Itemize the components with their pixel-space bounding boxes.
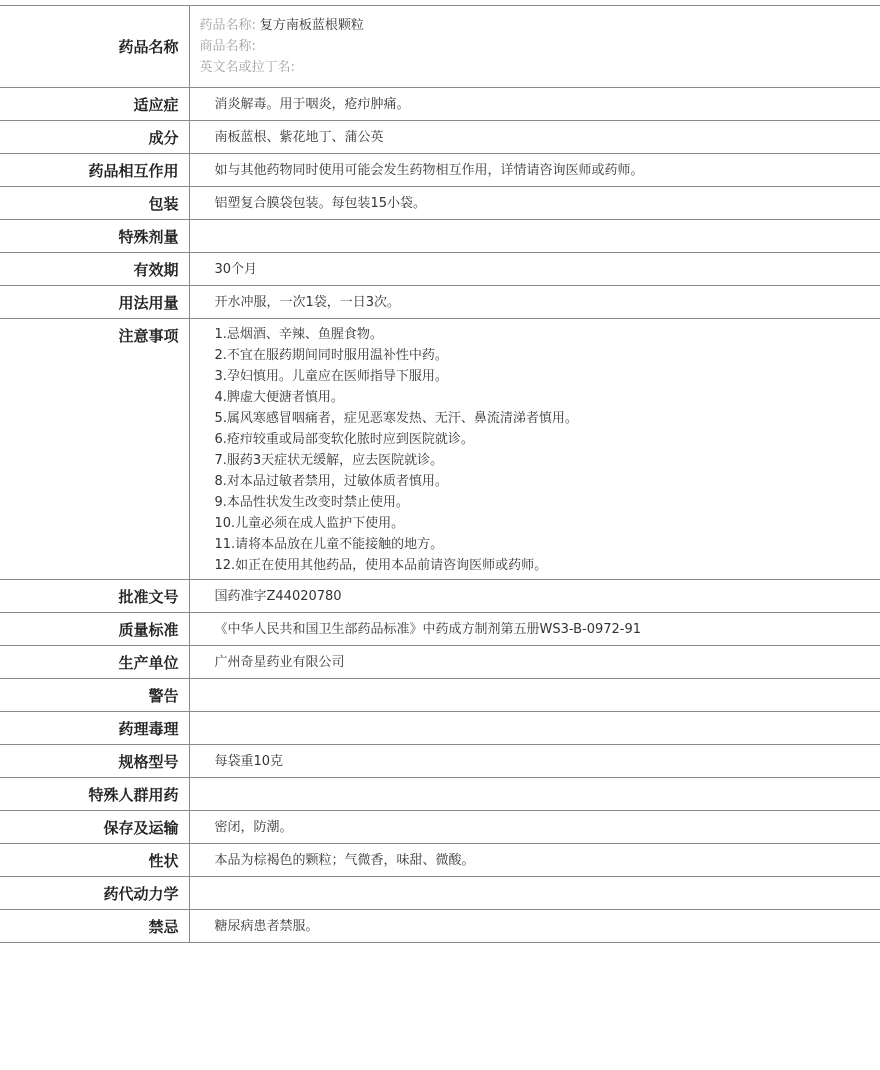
row-indications bbox=[0, 88, 880, 121]
precaution-item: 3.孕妇慎用。儿童应在医师指导下服用。 bbox=[214, 369, 448, 384]
row-interactions bbox=[0, 154, 880, 187]
row-shelf-life bbox=[0, 253, 880, 286]
english-name-line bbox=[200, 57, 880, 78]
field-value: 消炎解毒。用于咽炎，疮疖肿痛。 bbox=[189, 88, 880, 121]
field-label: 性状 bbox=[0, 844, 189, 877]
field-value bbox=[189, 778, 880, 811]
precaution-item: 12.如正在使用其他药品，使用本品前请咨询医师或药师。 bbox=[214, 558, 548, 573]
field-label: 药理毒理 bbox=[0, 712, 189, 745]
row-quality-standard bbox=[0, 613, 880, 646]
field-value: 30个月 bbox=[189, 253, 880, 286]
english-name-key: 英文名或拉丁名: bbox=[199, 60, 295, 75]
field-label: 有效期 bbox=[0, 253, 189, 286]
row-special-dosage bbox=[0, 220, 880, 253]
field-label: 规格型号 bbox=[0, 745, 189, 778]
generic-name-value: 复方南板蓝根颗粒 bbox=[259, 18, 364, 33]
field-label: 特殊剂量 bbox=[0, 220, 189, 253]
field-value bbox=[189, 220, 880, 253]
precaution-item: 10.儿童必须在成人监护下使用。 bbox=[214, 516, 405, 531]
precaution-item: 5.属风寒感冒咽痛者，症见恶寒发热、无汗、鼻流清涕者慎用。 bbox=[214, 411, 578, 426]
precaution-item: 7.服药3天症状无缓解，应去医院就诊。 bbox=[214, 453, 444, 468]
row-ingredients bbox=[0, 121, 880, 154]
field-label: 警告 bbox=[0, 679, 189, 712]
field-value bbox=[189, 679, 880, 712]
field-value: 南板蓝根、紫花地丁、蒲公英 bbox=[189, 121, 880, 154]
row-special-populations bbox=[0, 778, 880, 811]
row-precautions bbox=[0, 319, 880, 580]
field-value: 密闭，防潮。 bbox=[189, 811, 880, 844]
field-value: 本品为棕褐色的颗粒；气微香，味甜、微酸。 bbox=[189, 844, 880, 877]
drug-info-body bbox=[0, 6, 880, 943]
row-drug-name bbox=[0, 6, 880, 88]
row-description bbox=[0, 844, 880, 877]
row-storage-transport bbox=[0, 811, 880, 844]
field-value: 开水冲服，一次1袋，一日3次。 bbox=[189, 286, 880, 319]
field-label: 批准文号 bbox=[0, 580, 189, 613]
field-label: 用法用量 bbox=[0, 286, 189, 319]
row-specification bbox=[0, 745, 880, 778]
generic-name-key: 药品名称: bbox=[199, 18, 256, 33]
field-label: 特殊人群用药 bbox=[0, 778, 189, 811]
field-value: 铝塑复合膜袋包装。每包装15小袋。 bbox=[189, 187, 880, 220]
trade-name-line bbox=[200, 36, 880, 57]
precaution-item: 8.对本品过敏者禁用，过敏体质者慎用。 bbox=[214, 474, 448, 489]
row-packaging bbox=[0, 187, 880, 220]
field-value: 如与其他药物同时使用可能会发生药物相互作用，详情请咨询医师或药师。 bbox=[189, 154, 880, 187]
precaution-item: 11.请将本品放在儿童不能接触的地方。 bbox=[214, 537, 444, 552]
row-approval-number bbox=[0, 580, 880, 613]
field-label: 禁忌 bbox=[0, 910, 189, 943]
drug-info-table bbox=[0, 5, 880, 943]
trade-name-key: 商品名称: bbox=[199, 39, 256, 54]
row-pharmacology bbox=[0, 712, 880, 745]
field-label: 药品名称 bbox=[0, 6, 189, 88]
field-label: 适应症 bbox=[0, 88, 189, 121]
precaution-item: 6.疮疖较重或局部变软化脓时应到医院就诊。 bbox=[214, 432, 474, 447]
field-value: 糖尿病患者禁服。 bbox=[189, 910, 880, 943]
field-value bbox=[189, 877, 880, 910]
row-pharmacokinetics bbox=[0, 877, 880, 910]
field-label: 成分 bbox=[0, 121, 189, 154]
precaution-item: 2.不宜在服药期间同时服用温补性中药。 bbox=[214, 348, 448, 363]
field-label: 生产单位 bbox=[0, 646, 189, 679]
field-value: 国药准字Z44020780 bbox=[189, 580, 880, 613]
row-usage-dosage bbox=[0, 286, 880, 319]
field-label: 包装 bbox=[0, 187, 189, 220]
field-value: 每袋重10克 bbox=[189, 745, 880, 778]
row-contraindications bbox=[0, 910, 880, 943]
field-label: 注意事项 bbox=[0, 319, 189, 580]
row-manufacturer bbox=[0, 646, 880, 679]
precautions-list bbox=[189, 319, 880, 580]
field-label: 药品相互作用 bbox=[0, 154, 189, 187]
field-value bbox=[189, 6, 880, 88]
field-label: 质量标准 bbox=[0, 613, 189, 646]
field-label: 保存及运输 bbox=[0, 811, 189, 844]
precaution-item: 1.忌烟酒、辛辣、鱼腥食物。 bbox=[214, 327, 383, 342]
field-value: 广州奇星药业有限公司 bbox=[189, 646, 880, 679]
generic-name-line bbox=[200, 15, 880, 36]
precaution-item: 9.本品性状发生改变时禁止使用。 bbox=[214, 495, 409, 510]
row-warning bbox=[0, 679, 880, 712]
field-value bbox=[189, 712, 880, 745]
field-value: 《中华人民共和国卫生部药品标准》中药成方制剂第五册WS3-B-0972-91 bbox=[189, 613, 880, 646]
field-label: 药代动力学 bbox=[0, 877, 189, 910]
precaution-item: 4.脾虚大便溏者慎用。 bbox=[214, 390, 344, 405]
